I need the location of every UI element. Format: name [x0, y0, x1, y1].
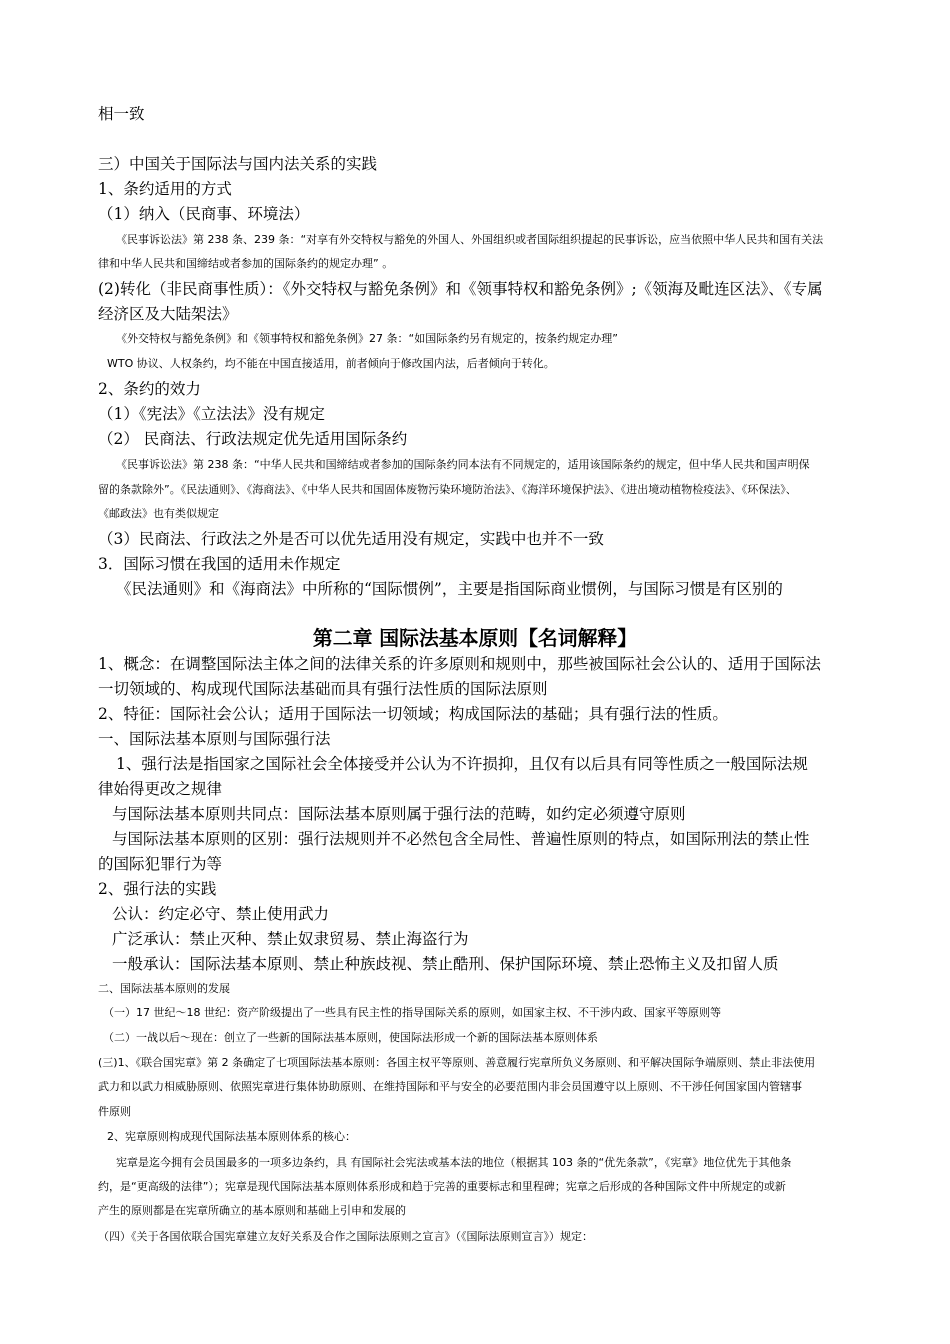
text-line: 公认：约定必守、禁止使用武力	[112, 905, 330, 923]
text-line: 一切领域的、构成现代国际法基础而具有强行法性质的国际法原则	[98, 680, 548, 698]
text-line: （四）《关于各国依联合国宪章建立友好关系及合作之国际法原则之宣言》（《国际法原则宣言》）规定：	[98, 1230, 593, 1243]
text-line: （2） 民商法、行政法规定优先适用国际条约	[98, 430, 408, 448]
text-line: 2、特征：国际社会公认；适用于国际法一切领域；构成国际法的基础；具有强行法的性质。	[98, 705, 728, 723]
text-line: 1、概念：在调整国际法主体之间的法律关系的许多原则和规则中，那些被国际社会公认的、适用于国际法	[98, 655, 821, 673]
text-line: 律始得更改之规律	[98, 780, 223, 798]
note-line: WTO 协议、人权条约，均不能在中国直接适用，前者倾向于修改国内法，后者倾向于转化。	[107, 357, 555, 370]
text-line: 宪章是迄今拥有会员国最多的一项多边条约，具 有国际社会宪法或基本法的地位（根据其 103 条的“优先条款”，《宪章》地位优先于其他条	[116, 1156, 792, 1169]
text-line: 经济区及大陆架法》	[98, 305, 238, 323]
subsection-heading: 2、强行法的实践	[98, 880, 217, 898]
text-line: 2、宪章原则构成现代国际法基本原则体系的核心：	[107, 1130, 356, 1143]
quote-line: 留的条款除外”。《民法通则》、《海商法》、《中华人民共和国固体废物污染环境防治法》、《海洋环境保护法》、《进出境动植物检疫法》、《环保法》、	[98, 483, 797, 496]
text-line: （3）民商法、行政法之外是否可以优先适用没有规定，实践中也并不一致	[98, 530, 604, 548]
chapter-title: 第二章 国际法基本原则【名词解释】	[312, 627, 638, 650]
quote-line: 《民事诉讼法》第 238 条：“中华人民共和国缔结或者参加的国际条约同本法有不同规定的，适用该国际条约的规定，但中华人民共和国声明保	[116, 458, 810, 471]
subsection-heading: 2、条约的效力	[98, 380, 201, 398]
text-line: 一般承认：国际法基本原则、禁止种族歧视、禁止酷刑、保护国际环境、禁止恐怖主义及扣留人质	[112, 955, 779, 973]
subsection-heading: 1、条约适用的方式	[98, 180, 232, 198]
text-line: 产生的原则都是在宪章所确立的基本原则和基础上引申和发展的	[98, 1204, 406, 1217]
section-heading: 二、国际法基本原则的发展	[98, 982, 230, 995]
section-heading: 一、国际法基本原则与国际强行法	[98, 730, 331, 748]
text-line: （二）一战以后～现在：创立了一些新的国际法基本原则，使国际法形成一个新的国际法基本原则体系	[103, 1031, 598, 1044]
text-line: 与国际法基本原则共同点：国际法基本原则属于强行法的范畴，如约定必须遵守原则	[112, 805, 686, 823]
text-line: 《民法通则》和《海商法》中所称的“国际惯例”，主要是指国际商业惯例，与国际习惯是有区别的	[116, 580, 783, 598]
text-line: 件原则	[98, 1105, 131, 1118]
text-line: 广泛承认：禁止灭种、禁止奴隶贸易、禁止海盗行为	[112, 930, 469, 948]
quote-line: 《外交特权与豁免条例》和《领事特权和豁免条例》27 条：“如国际条约另有规定的，按条约规定办理”	[116, 332, 618, 345]
text-line: 与国际法基本原则的区别：强行法规则并不必然包含全局性、普遍性原则的特点，如国际刑法的禁止性	[112, 830, 810, 848]
text-line: 相一致	[98, 105, 145, 123]
quote-line: 《民事诉讼法》第 238 条、239 条：“对享有外交特权与豁免的外国人、外国组织或者国际组织提起的民事诉讼，应当依照中华人民共和国有关法	[116, 233, 824, 246]
text-line: （1）纳入（民商事、环境法）	[98, 205, 310, 223]
section-heading: 三）中国关于国际法与国内法关系的实践	[98, 155, 378, 173]
text-line: 1、强行法是指国家之国际社会全体接受并公认为不许损抑，且仅有以后具有同等性质之一般国际法规	[116, 755, 808, 773]
quote-line: 律和中华人民共和国缔结或者参加的国际条约的规定办理” 。	[98, 257, 394, 270]
text-line: （一）17 世纪～18 世纪：资产阶级提出了一些具有民主性的指导国际关系的原则，如国家主权、不干涉内政、国家平等原则等	[103, 1006, 721, 1019]
text-line: 武力和以武力相威胁原则、依照宪章进行集体协助原则、在维持国际和平与安全的必要范围内非会员国遵守以上原则、不干涉任何国家国内管辖事	[98, 1080, 802, 1093]
text-line: 约，是“更高级的法律”）；宪章是现代国际法基本原则体系形成和趋于完善的重要标志和里程碑；宪章之后形成的各种国际文件中所规定的或新	[98, 1180, 786, 1193]
text-line: （1）《宪法》《立法法》没有规定	[98, 405, 325, 423]
text-line: (三)1、《联合国宪章》第 2 条确定了七项国际法基本原则：各国主权平等原则、善意履行宪章所负义务原则、和平解决国际争端原则、禁止非法使用	[98, 1056, 816, 1069]
text-line: 的国际犯罪行为等	[98, 855, 223, 873]
quote-line: 《邮政法》也有类似规定	[98, 507, 219, 520]
text-line: (2)转化（非民商事性质）：《外交特权与豁免条例》和《领事特权和豁免条例》;《领海及毗连区法》、《专属	[98, 280, 823, 298]
text-line: 3．国际习惯在我国的适用未作规定	[98, 555, 341, 573]
